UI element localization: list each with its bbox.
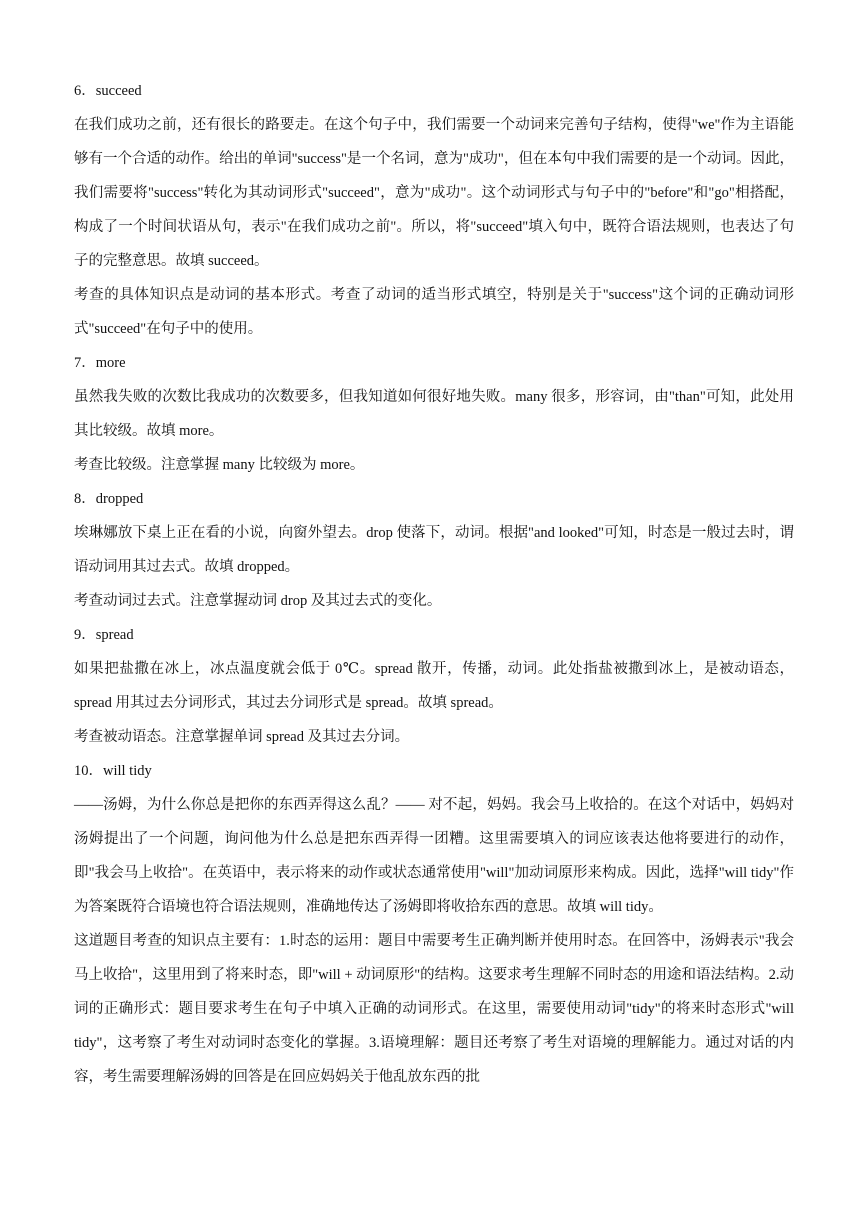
knowledge-point-paragraph: 考查的具体知识点是动词的基本形式。考查了动词的适当形式填空，特别是关于"success"这个词的正确动词形式"succeed"在句子中的使用。 — [74, 287, 794, 337]
explanation-paragraph: 如果把盐撒在冰上，冰点温度就会低于 0℃。spread 散开，传播，动词。此处指盐被撒到冰上，是被动语态，spread 用其过去分词形式，其过去分词形式是 spread。故填 spread。 — [74, 661, 794, 711]
answer-heading: 10．will tidy — [74, 763, 152, 779]
knowledge-point-paragraph: 考查动词过去式。注意掌握动词 drop 及其过去式的变化。 — [74, 593, 442, 609]
answer-heading: 7．more — [74, 355, 126, 371]
answer-item-10 — [74, 754, 794, 1094]
knowledge-point-paragraph: 考查被动语态。注意掌握单词 spread 及其过去分词。 — [74, 729, 410, 745]
answer-heading: 8．dropped — [74, 491, 144, 507]
explanation-paragraph: 虽然我失败的次数比我成功的次数要多，但我知道如何很好地失败。many 很多，形容词，由"than"可知，此处用其比较级。故填 more。 — [74, 389, 794, 439]
knowledge-point-paragraph: 这道题目考查的知识点主要有：1.时态的运用：题目中需要考生正确判断并使用时态。在回答中，汤姆表示"我会马上收拾"，这里用到了将来时态，即"will + 动词原形"的结构。这要求考生理解不同时态的用途和语法结构。2.动词的正确形式：题目要求考生在句子中填入正确的动词形式。在这里，需要使用动词"tidy"的将来时态形式"will tidy"，这考察了考生对动词时态变化的掌握。3.语境理解：题目还考察了考生对语境的理解能力。通过对话的内容，考生需要理解汤姆的回答是在回应妈妈关于他乱放东西的批 — [74, 933, 794, 1085]
explanation-paragraph: ——汤姆，为什么你总是把你的东西弄得这么乱？—— 对不起，妈妈。我会马上收拾的。在这个对话中，妈妈对汤姆提出了一个问题，询问他为什么总是把东西弄得一团糟。这里需要填入的词应该表达他将要进行的动作，即"我会马上收拾"。在英语中，表示将来的动作或状态通常使用"will"加动词原形来构成。因此，选择"will tidy"作为答案既符合语境也符合语法规则，准确地传达了汤姆即将收拾东西的意思。故填 will tidy。 — [74, 797, 794, 915]
explanation-paragraph: 在我们成功之前，还有很长的路要走。在这个句子中，我们需要一个动词来完善句子结构，使得"we"作为主语能够有一个合适的动作。给出的单词"success"是一个名词，意为"成功"，但在本句中我们需要的是一个动词。因此，我们需要将"success"转化为其动词形式"succeed"，意为"成功"。这个动词形式与句子中的"before"和"go"相搭配，构成了一个时间状语从句，表示"在我们成功之前"。所以，将"succeed"填入句中，既符合语法规则，也表达了句子的完整意思。故填 succeed。 — [74, 117, 794, 269]
answer-item-9 — [74, 618, 794, 754]
answer-item-6 — [74, 74, 794, 346]
answer-heading: 9．spread — [74, 627, 134, 643]
answer-item-8 — [74, 482, 794, 618]
knowledge-point-paragraph: 考查比较级。注意掌握 many 比较级为 more。 — [74, 457, 365, 473]
document-page — [74, 74, 794, 1094]
explanation-paragraph: 埃琳娜放下桌上正在看的小说，向窗外望去。drop 使落下，动词。根据"and looked"可知，时态是一般过去时，谓语动词用其过去式。故填 dropped。 — [74, 525, 794, 575]
answer-item-7 — [74, 346, 794, 482]
answer-heading: 6．succeed — [74, 83, 142, 99]
